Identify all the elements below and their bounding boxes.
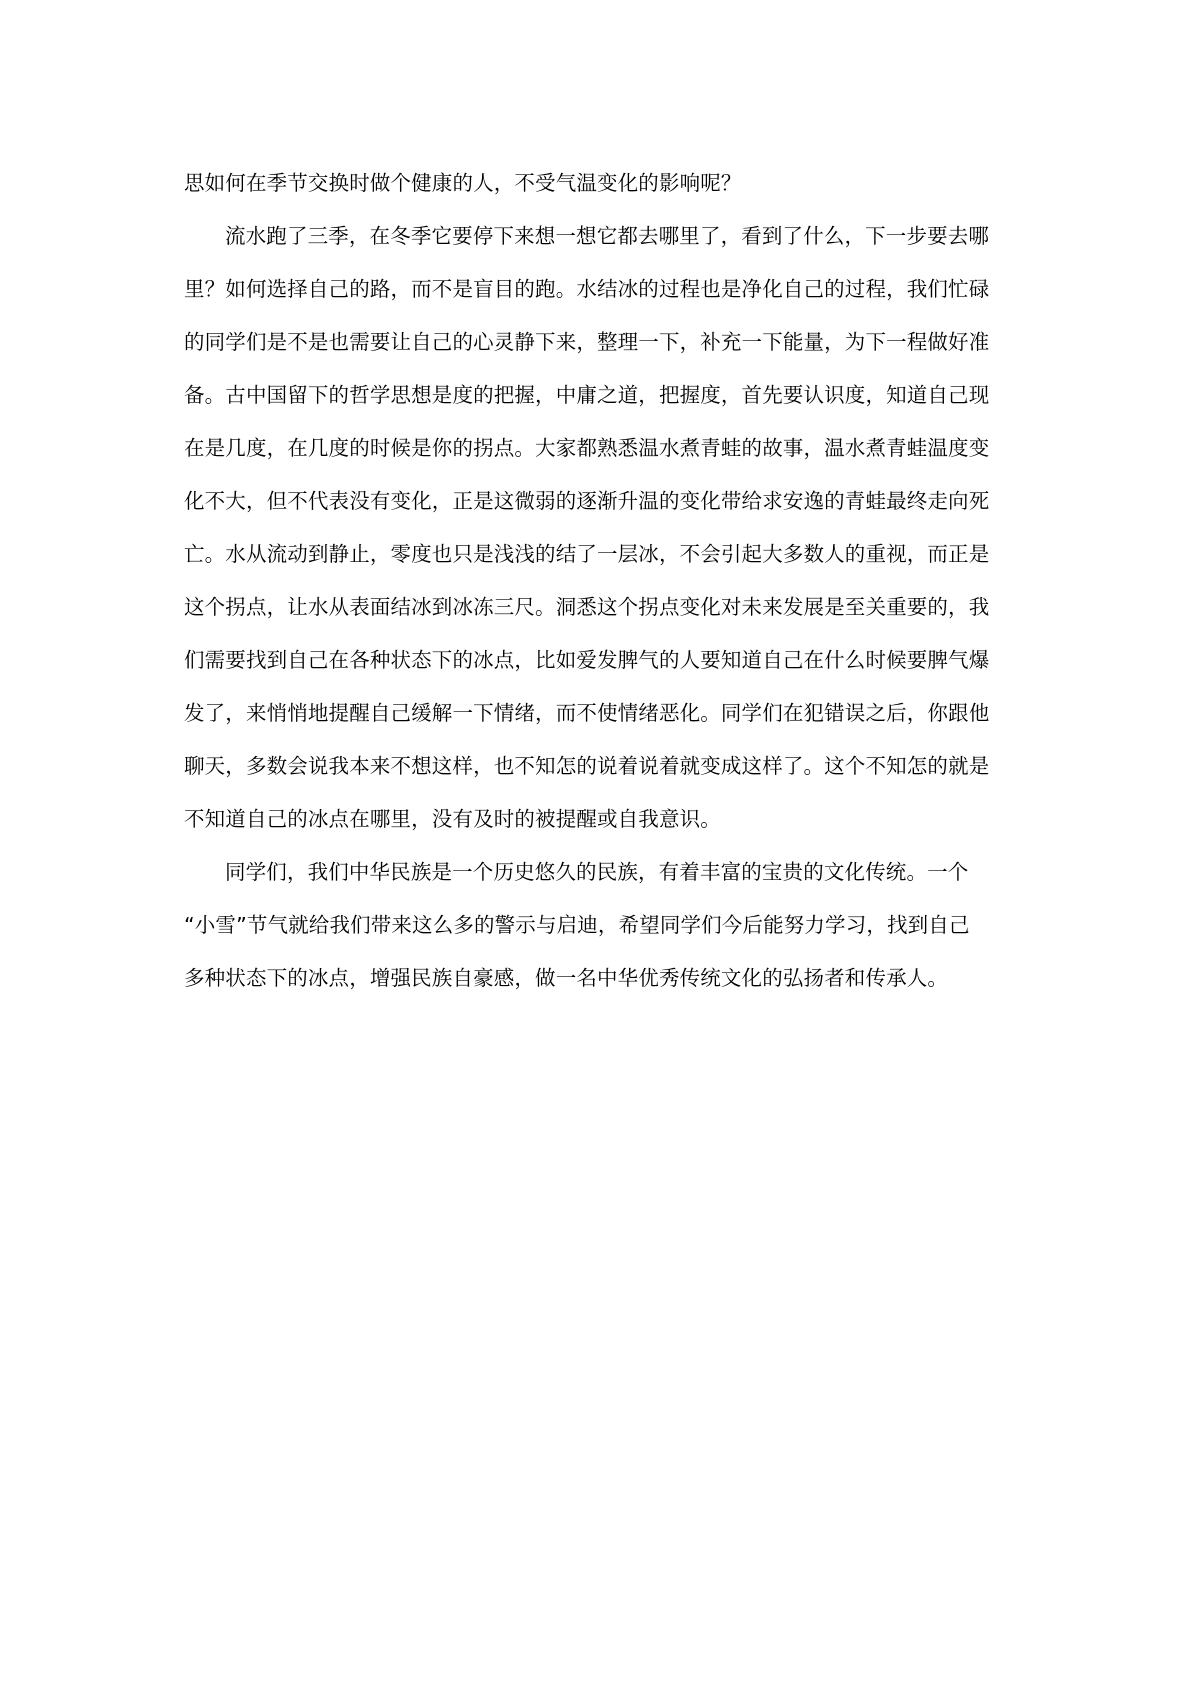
- text-line: 里？如何选择自己的路，而不是盲目的跑。水结冰的过程也是净化自己的过程，我们忙碌: [184, 277, 990, 301]
- text-line: 们需要找到自己在各种状态下的冰点，比如爱发脾气的人要知道自己在什么时候要脾气爆: [184, 648, 990, 672]
- text-line: 多种状态下的冰点，增强民族自豪感，做一名中华优秀传统文化的弘扬者和传承人。: [184, 966, 949, 990]
- text-line: 的同学们是不是也需要让自己的心灵静下来，整理一下，补充一下能量，为下一程做好准: [184, 330, 990, 354]
- text-line: 化不大，但不代表没有变化，正是这微弱的逐渐升温的变化带给求安逸的青蛙最终走向死: [184, 489, 990, 513]
- text-line: 这个拐点，让水从表面结冰到冰冻三尺。洞悉这个拐点变化对未来发展是至关重要的，我: [184, 595, 990, 619]
- text-line: 发了，来悄悄地提醒自己缓解一下情绪，而不使情绪恶化。同学们在犯错误之后，你跟他: [184, 701, 990, 725]
- paragraph-2: [184, 210, 1012, 846]
- text-line: 不知道自己的冰点在哪里，没有及时的被提醒或自我意识。: [184, 807, 721, 831]
- document-body: [184, 157, 1012, 1005]
- text-line: 备。古中国留下的哲学思想是度的把握，中庸之道，把握度，首先要认识度，知道自己现: [184, 383, 990, 407]
- text-line: 同学们，我们中华民族是一个历史悠久的民族，有着丰富的宝贵的文化传统。一个: [225, 860, 969, 884]
- text-line: 思如何在季节交换时做个健康的人，不受气温变化的影响呢？: [184, 171, 742, 195]
- text-line: “小雪”节气就给我们带来这么多的警示与启迪，希望同学们今后能努力学习，找到自己: [184, 913, 970, 937]
- text-line: 流水跑了三季，在冬季它要停下来想一想它都去哪里了，看到了什么，下一步要去哪: [225, 224, 990, 248]
- paragraph-1: [184, 157, 1012, 210]
- paragraph-3: [184, 846, 1012, 1005]
- text-line: 聊天，多数会说我本来不想这样，也不知怎的说着说着就变成这样了。这个不知怎的就是: [184, 754, 990, 778]
- text-line: 在是几度，在几度的时候是你的拐点。大家都熟悉温水煮青蛙的故事，温水煮青蛙温度变: [184, 436, 990, 460]
- text-line: 亡。水从流动到静止，零度也只是浅浅的结了一层冰，不会引起大多数人的重视，而正是: [184, 542, 990, 566]
